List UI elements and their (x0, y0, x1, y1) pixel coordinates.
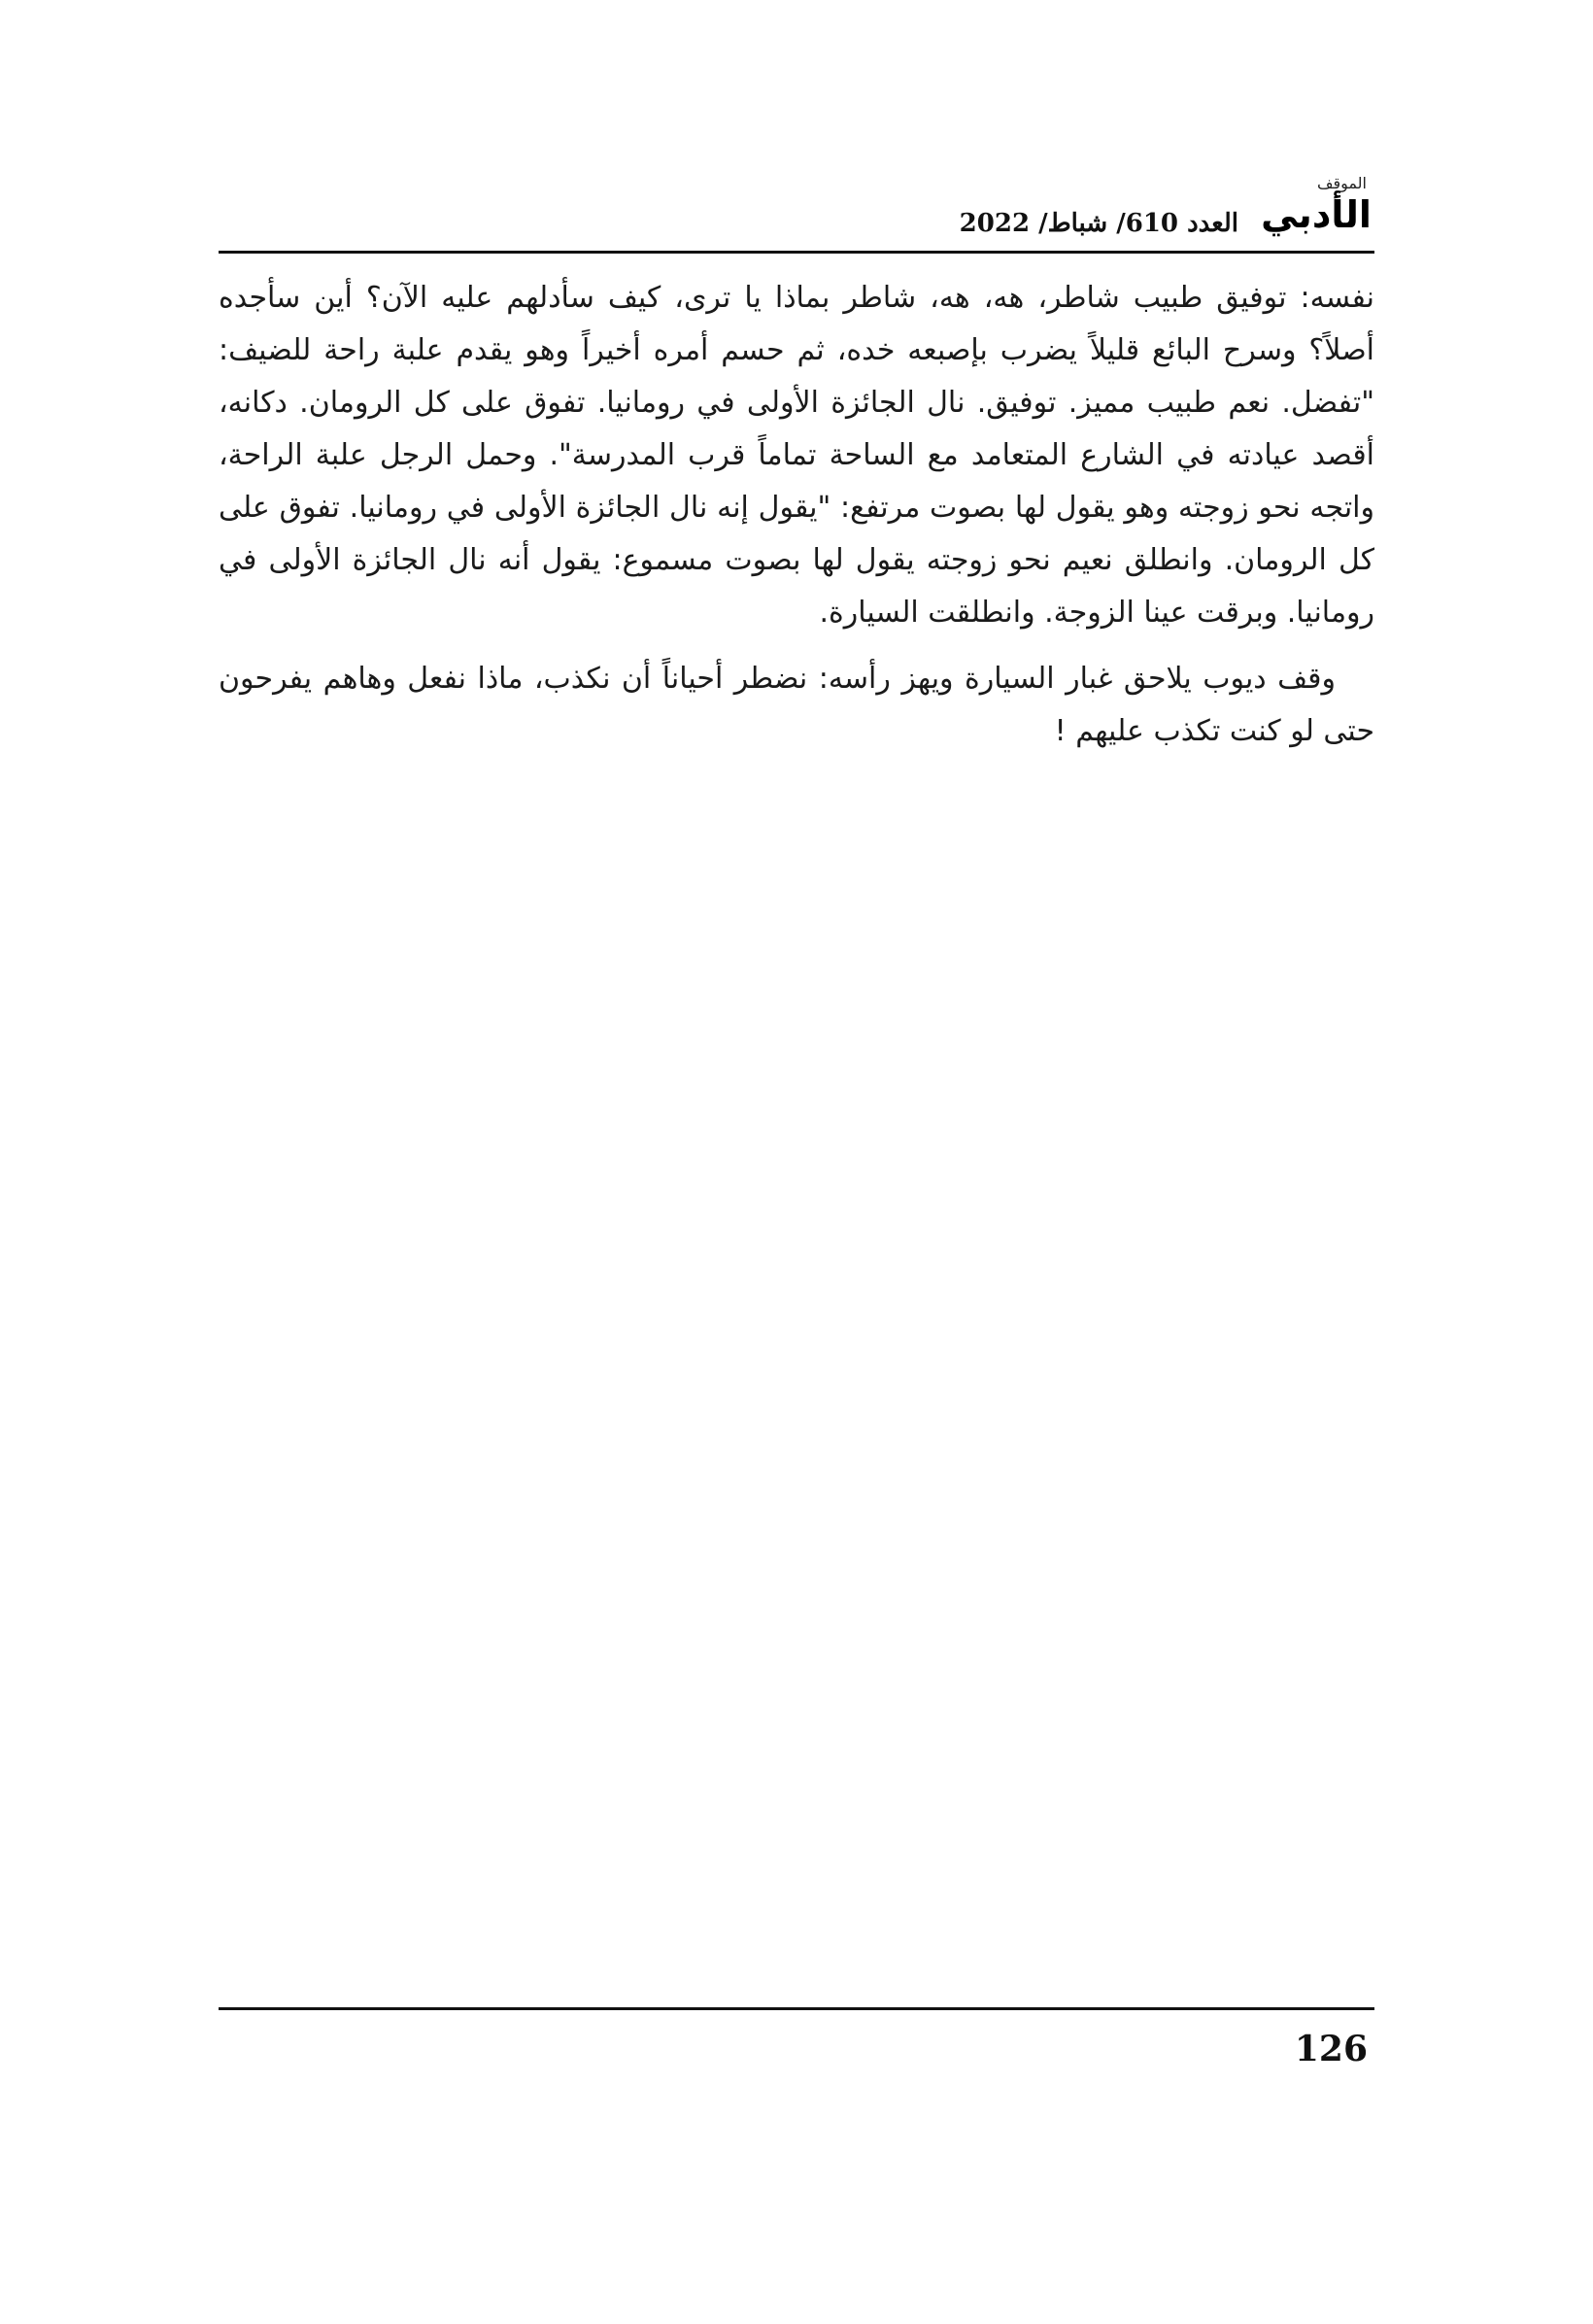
logo-top-text: الموقف (1316, 174, 1367, 192)
article-body (219, 272, 1374, 771)
paragraph-1: نفسه: توفيق طبيب شاطر، هه، هه، شاطر بماذا يا ترى، كيف سأدلهم عليه الآن؟ أين سأجده أصلاً؟ وسرح البائع قليلاً يضرب بإصبعه خده، ثم حسم أمره أخيراً وهو يقدم علبة راحة للضيف: "تفضل. نعم طبيب مميز. توفيق. نال الجائزة الأولى في رومانيا. تفوق على كل الرومان. دكانه، أقصد عيادته في الشارع المتعامد مع الساحة تماماً قرب المدرسة". وحمل الرجل علبة الراحة، واتجه نحو زوجته وهو يقول لها بصوت مرتفع: "يقول إنه نال الجائزة الأولى في رومانيا. تفوق على كل الرومان. وانطلق نعيم نحو زوجته يقول لها بصوت مسموع: يقول أنه نال الجائزة الأولى في رومانيا. وبرقت عينا الزوجة. وانطلقت السيارة. (219, 281, 1374, 630)
page-number: 126 (1294, 2029, 1368, 2069)
paragraph-2: وقف ديوب يلاحق غبار السيارة ويهز رأسه: نضطر أحياناً أن نكذب، ماذا نفعل وهاهم يفرحون حتى لو كنت تكذب عليهم ! (219, 662, 1374, 748)
logo-main-text: الأدبي (1261, 193, 1372, 236)
page-header (219, 175, 1374, 253)
footer-divider (219, 2007, 1374, 2010)
issue-info: العدد 610/ شباط/ 2022 (959, 209, 1238, 238)
magazine-logo (1258, 175, 1374, 245)
header-divider (219, 251, 1374, 254)
